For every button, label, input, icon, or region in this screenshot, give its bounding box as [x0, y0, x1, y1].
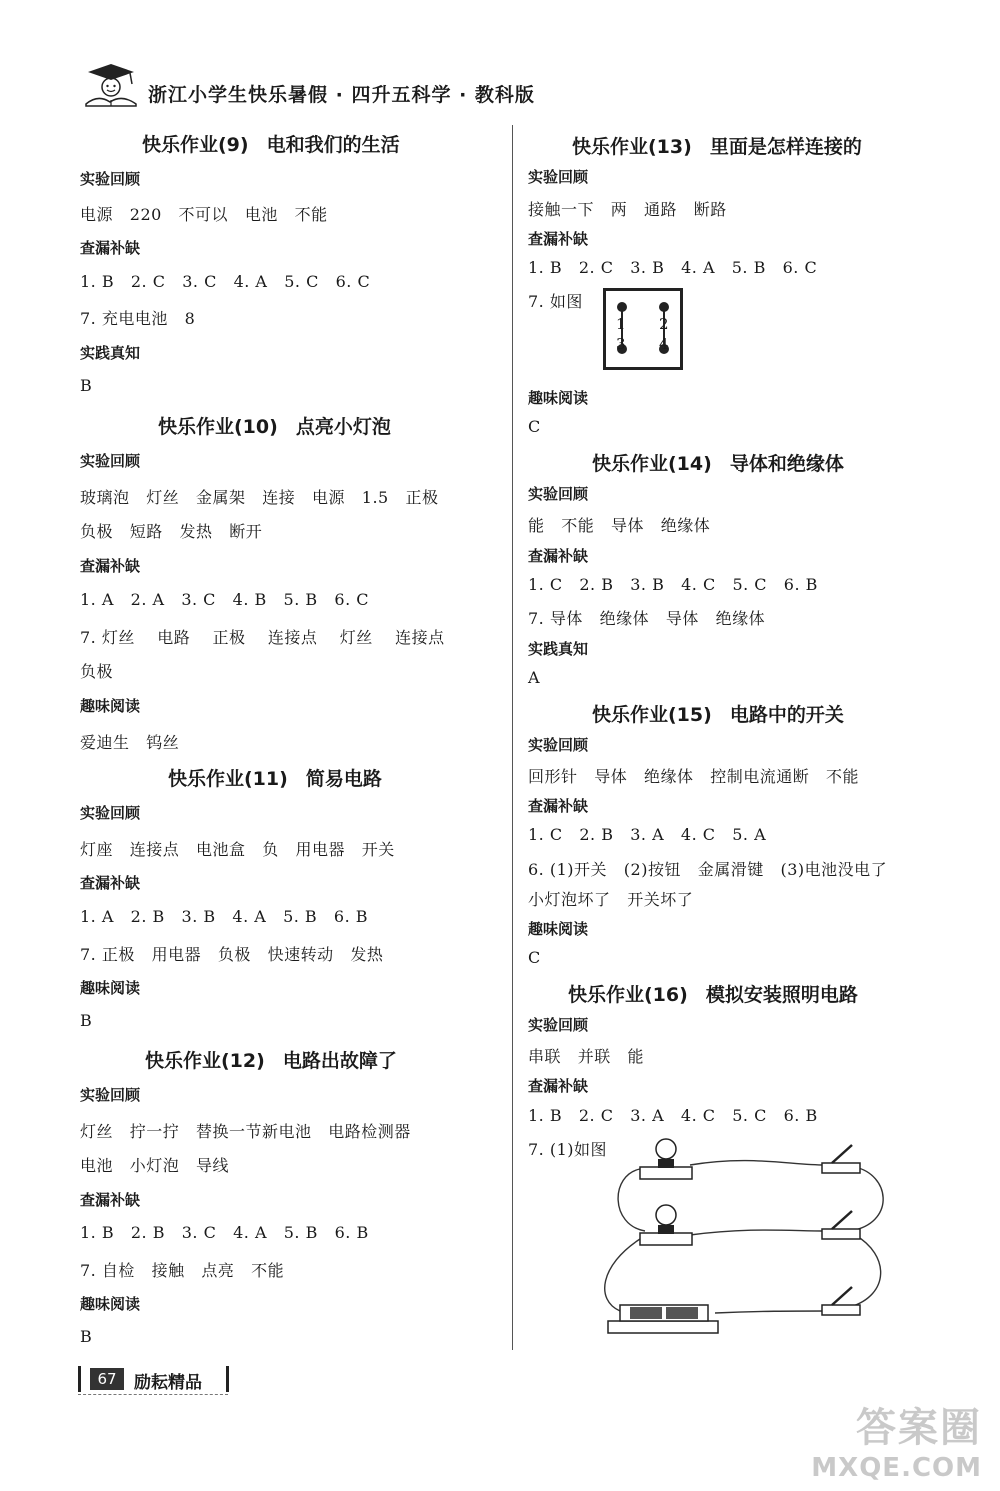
label-check: 查漏补缺: [80, 557, 141, 575]
answer-line: A: [528, 668, 541, 687]
answer-line: 7. (1)如图: [528, 1140, 608, 1159]
footer-bar-left: [78, 1366, 81, 1392]
answer-line: B: [80, 376, 93, 395]
label-check: 查漏补缺: [80, 239, 141, 257]
section-title: 快乐作业(10) 点亮小灯泡: [158, 416, 391, 438]
answer-line: 灯丝 拧一拧 替换一节新电池 电路检测器: [80, 1122, 411, 1141]
answer-line: 1. C 2. B 3. A 4. C 5. A: [528, 825, 767, 844]
answer-line: 玻璃泡 灯丝 金属架 连接 电源 1.5 正极: [80, 488, 439, 507]
answer-line: 7. 灯丝 电路 正极 连接点 灯丝 连接点: [80, 628, 445, 647]
answer-line: C: [528, 948, 541, 967]
answer-line: 1. B 2. C 3. C 4. A 5. C 6. C: [80, 272, 371, 291]
switch-icon: [822, 1145, 860, 1173]
answer-line: 7. 充电电池 8: [80, 309, 196, 328]
brand-name: 励耘精品: [134, 1373, 202, 1393]
answer-line: 电池 小灯泡 导线: [80, 1156, 230, 1175]
label-check: 查漏补缺: [528, 230, 589, 248]
answer-line: 回形针 导体 绝缘体 控制电流通断 不能: [528, 767, 860, 786]
answer-line: 能 不能 导体 绝缘体: [528, 516, 711, 535]
answer-line: 串联 并联 能: [528, 1047, 645, 1066]
section-title: 快乐作业(12) 电路出故障了: [145, 1050, 397, 1072]
label-review: 实验回顾: [80, 170, 141, 188]
watermark-url: MXQE.COM: [811, 1453, 982, 1483]
label-reading: 趣味阅读: [528, 389, 589, 407]
label-check: 查漏补缺: [528, 1077, 589, 1095]
label-review: 实验回顾: [80, 1086, 141, 1104]
answer-line: C: [528, 417, 541, 436]
section-title: 快乐作业(11) 简易电路: [168, 768, 382, 790]
answer-line: 爱迪生 钨丝: [80, 733, 180, 752]
section-title: 快乐作业(13) 里面是怎样连接的: [572, 136, 862, 158]
section-title: 快乐作业(16) 模拟安装照明电路: [568, 984, 858, 1006]
footer-dash: [78, 1394, 228, 1395]
battery-box-icon: [608, 1305, 718, 1333]
bulb-icon: [640, 1205, 692, 1245]
answer-line: 7. 导体 绝缘体 导体 绝缘体: [528, 609, 766, 628]
answer-line: 接触一下 两 通路 断路: [528, 200, 727, 219]
answer-line: 电源 220 不可以 电池 不能: [80, 205, 328, 224]
connection-diagram: [603, 288, 683, 370]
answer-line: B: [80, 1011, 93, 1030]
answer-line: 6. (1)开关 (2)按钮 金属滑键 (3)电池没电了: [528, 860, 888, 879]
answer-line: 7. 自检 接触 点亮 不能: [80, 1261, 285, 1280]
label-reading: 趣味阅读: [80, 1295, 141, 1313]
label-review: 实验回顾: [528, 485, 589, 503]
terminal-label: 1: [616, 315, 626, 333]
lighting-circuit-diagram: [600, 1135, 885, 1340]
terminal-dot: [659, 302, 669, 312]
watermark-logo: 答案圈: [856, 1405, 982, 1451]
switch-icon: [822, 1211, 860, 1239]
label-check: 查漏补缺: [528, 547, 589, 565]
page-header: [80, 60, 540, 110]
column-divider: [512, 125, 513, 1350]
answer-line: 负极 短路 发热 断开: [80, 522, 263, 541]
terminal-label: 2: [659, 315, 669, 333]
graduate-mascot-icon: [80, 60, 142, 108]
section-title: 快乐作业(14) 导体和绝缘体: [592, 453, 844, 475]
answer-line: 1. B 2. C 3. B 4. A 5. B 6. C: [528, 258, 818, 277]
label-check: 查漏补缺: [80, 874, 141, 892]
page-number: 67: [90, 1368, 124, 1390]
answer-line: 1. C 2. B 3. B 4. C 5. C 6. B: [528, 575, 818, 594]
watermark: [811, 1396, 982, 1483]
section-title: 快乐作业(9) 电和我们的生活: [142, 134, 400, 156]
book-title: 浙江小学生快乐暑假 · 四升五科学 · 教科版: [148, 84, 535, 106]
label-review: 实验回顾: [80, 804, 141, 822]
label-check: 查漏补缺: [80, 1191, 141, 1209]
answer-line: 7. 正极 用电器 负极 快速转动 发热: [80, 945, 384, 964]
switch-icon: [822, 1287, 860, 1315]
answer-line: 1. A 2. A 3. C 4. B 5. B 6. C: [80, 590, 370, 609]
answer-line: 小灯泡坏了 开关坏了: [528, 890, 694, 909]
label-practice: 实践真知: [528, 640, 589, 658]
answer-line: B: [80, 1327, 93, 1346]
label-review: 实验回顾: [80, 452, 141, 470]
answer-line: 1. B 2. C 3. A 4. C 5. C 6. B: [528, 1106, 818, 1125]
answer-line: 1. B 2. B 3. C 4. A 5. B 6. B: [80, 1223, 369, 1242]
section-title: 快乐作业(15) 电路中的开关: [592, 704, 844, 726]
footer-bar-right: [226, 1366, 229, 1392]
answer-line: 7. 如图: [528, 292, 583, 311]
label-review: 实验回顾: [528, 736, 589, 754]
terminal-label: 4: [659, 335, 669, 353]
label-review: 实验回顾: [528, 1016, 589, 1034]
label-reading: 趣味阅读: [80, 697, 141, 715]
label-practice: 实践真知: [80, 344, 141, 362]
terminal-label: 3: [616, 335, 626, 353]
label-reading: 趣味阅读: [528, 920, 589, 938]
label-review: 实验回顾: [528, 168, 589, 186]
answer-line: 负极: [80, 662, 114, 681]
bulb-icon: [640, 1139, 692, 1179]
label-check: 查漏补缺: [528, 797, 589, 815]
terminal-dot: [617, 302, 627, 312]
answer-line: 灯座 连接点 电池盒 负 用电器 开关: [80, 840, 395, 859]
label-reading: 趣味阅读: [80, 979, 141, 997]
answer-line: 1. A 2. B 3. B 4. A 5. B 6. B: [80, 907, 369, 926]
